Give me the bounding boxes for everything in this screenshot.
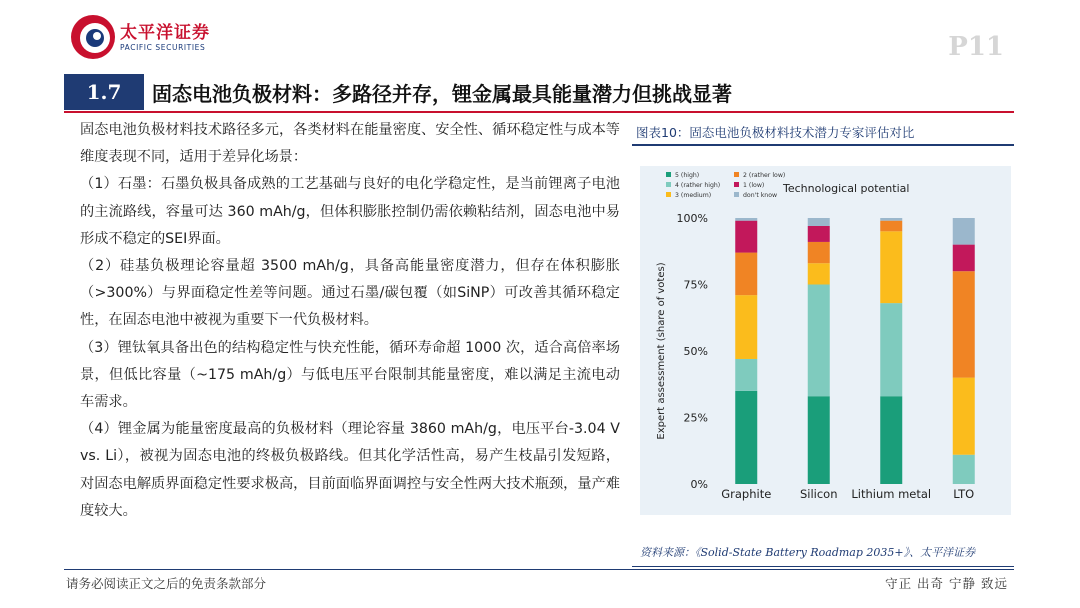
- bar-segment: [808, 242, 830, 263]
- legend-label: 5 (high): [675, 172, 700, 179]
- footer-rule: [64, 569, 1014, 570]
- section-number-badge: 1.7: [64, 74, 144, 110]
- bar-segment: [735, 221, 757, 253]
- y-tick-label: 75%: [683, 278, 708, 292]
- bar-segment: [808, 218, 830, 226]
- bar-segment: [808, 263, 830, 284]
- source-rule: [632, 566, 1014, 567]
- body-paragraph-intro: 固态电池负极材料技术路径多元，各类材料在能量密度、安全性、循环稳定性与成本等维度表现不同，适用于差异化场景：: [80, 122, 620, 166]
- x-tick-label: Lithium metal: [851, 487, 932, 501]
- legend-swatch: [734, 182, 739, 187]
- legend-label: don't know: [743, 192, 778, 199]
- section-title: 固态电池负极材料：多路径并存，锂金属最具能量潜力但挑战显著: [152, 82, 732, 106]
- page-number: P11: [948, 32, 1004, 62]
- legend-swatch: [734, 172, 739, 177]
- body-text: [80, 117, 620, 525]
- legend-swatch: [666, 172, 671, 177]
- bar-segment: [735, 253, 757, 296]
- stacked-bar-chart: [640, 166, 1011, 515]
- bar-segment: [880, 231, 902, 303]
- body-paragraph-graphite: （1）石墨：石墨负极具备成熟的工艺基础与良好的电化学稳定性，是当前锂离子电池的主流路线，容量可达 360 mAh/g，但体积膨胀控制仍需依赖粘结剂，固态电池中易形成不稳定的SEI界面。: [80, 176, 620, 247]
- bar-segment: [735, 295, 757, 359]
- chart-container: [640, 166, 1011, 515]
- bar-segment: [808, 226, 830, 242]
- company-logo: [68, 12, 218, 62]
- footer-motto: 守正 出奇 宁静 致远: [885, 576, 1008, 591]
- bar-segment: [880, 218, 902, 221]
- legend-swatch: [666, 192, 671, 197]
- bar-segment: [735, 218, 757, 221]
- y-tick-label: 0%: [690, 478, 708, 491]
- bar-segment: [880, 303, 902, 396]
- footer-disclaimer: 请务必阅读正文之后的免责条款部分: [66, 576, 267, 591]
- bar-segment: [953, 218, 975, 245]
- logo-chinese-name: 太平洋证券: [120, 23, 210, 43]
- bar-segment: [880, 221, 902, 232]
- x-tick-label: Silicon: [799, 487, 838, 501]
- logo-english-name: PACIFIC SECURITIES: [120, 43, 206, 52]
- caption-rule: [632, 144, 1014, 146]
- bar-segment: [808, 396, 830, 484]
- bar-segment: [880, 396, 902, 484]
- legend-label: 1 (low): [743, 182, 765, 189]
- title-underline: [64, 111, 1014, 113]
- bar-segment: [953, 245, 975, 272]
- bar-segment: [953, 455, 975, 484]
- figure-source: 资料来源：《Solid-State Battery Roadmap 2035+》、太平洋证券: [640, 546, 976, 559]
- legend-swatch: [666, 182, 671, 187]
- bar-segment: [953, 378, 975, 455]
- y-tick-label: 25%: [683, 411, 708, 425]
- y-tick-label: 50%: [683, 345, 708, 358]
- legend-label: 2 (rather low): [743, 172, 786, 179]
- body-paragraph-lithium-metal: （4）锂金属为能量密度最高的负极材料（理论容量 3860 mAh/g，电压平台-3.04 V vs. Li），被视为固态电池的终极负极路线。但其化学活性高，易产生枝晶引发短路，对固态电解质界面稳定性要求极高，目前面临界面调控与安全性两大技术瓶颈，量产难度较大。: [80, 421, 620, 519]
- pacific-logo-icon: [68, 12, 118, 62]
- legend-swatch: [734, 192, 739, 197]
- x-tick-label: LTO: [953, 487, 975, 501]
- legend-label: 3 (medium): [675, 192, 712, 199]
- y-axis-label: Expert assessment (share of votes): [656, 262, 667, 440]
- x-tick-label: Graphite: [721, 487, 772, 501]
- chart-title: Technological potential: [783, 182, 910, 195]
- bar-segment: [735, 391, 757, 484]
- bar-segment: [808, 285, 830, 397]
- figure-caption: 图表10：固态电池负极材料技术潜力专家评估对比: [636, 125, 915, 140]
- body-paragraph-lto: （3）锂钛氧具备出色的结构稳定性与快充性能，循环寿命超 1000 次，适合高倍率场景，但低比容量（~175 mAh/g）与低电压平台限制其能量密度，难以满足主流电动车需求。: [80, 339, 620, 411]
- body-paragraph-silicon: （2）硅基负极理论容量超 3500 mAh/g，具备高能量密度潜力，但存在体积膨胀（>300%）与界面稳定性差等问题。通过石墨/碳包覆（如SiNP）可改善其循环稳定性，在固态电池中被视为重要下一代负极材料。: [80, 258, 620, 329]
- bar-segment: [953, 271, 975, 377]
- legend-label: 4 (rather high): [675, 182, 721, 189]
- bar-segment: [735, 359, 757, 391]
- y-tick-label: 100%: [676, 212, 708, 225]
